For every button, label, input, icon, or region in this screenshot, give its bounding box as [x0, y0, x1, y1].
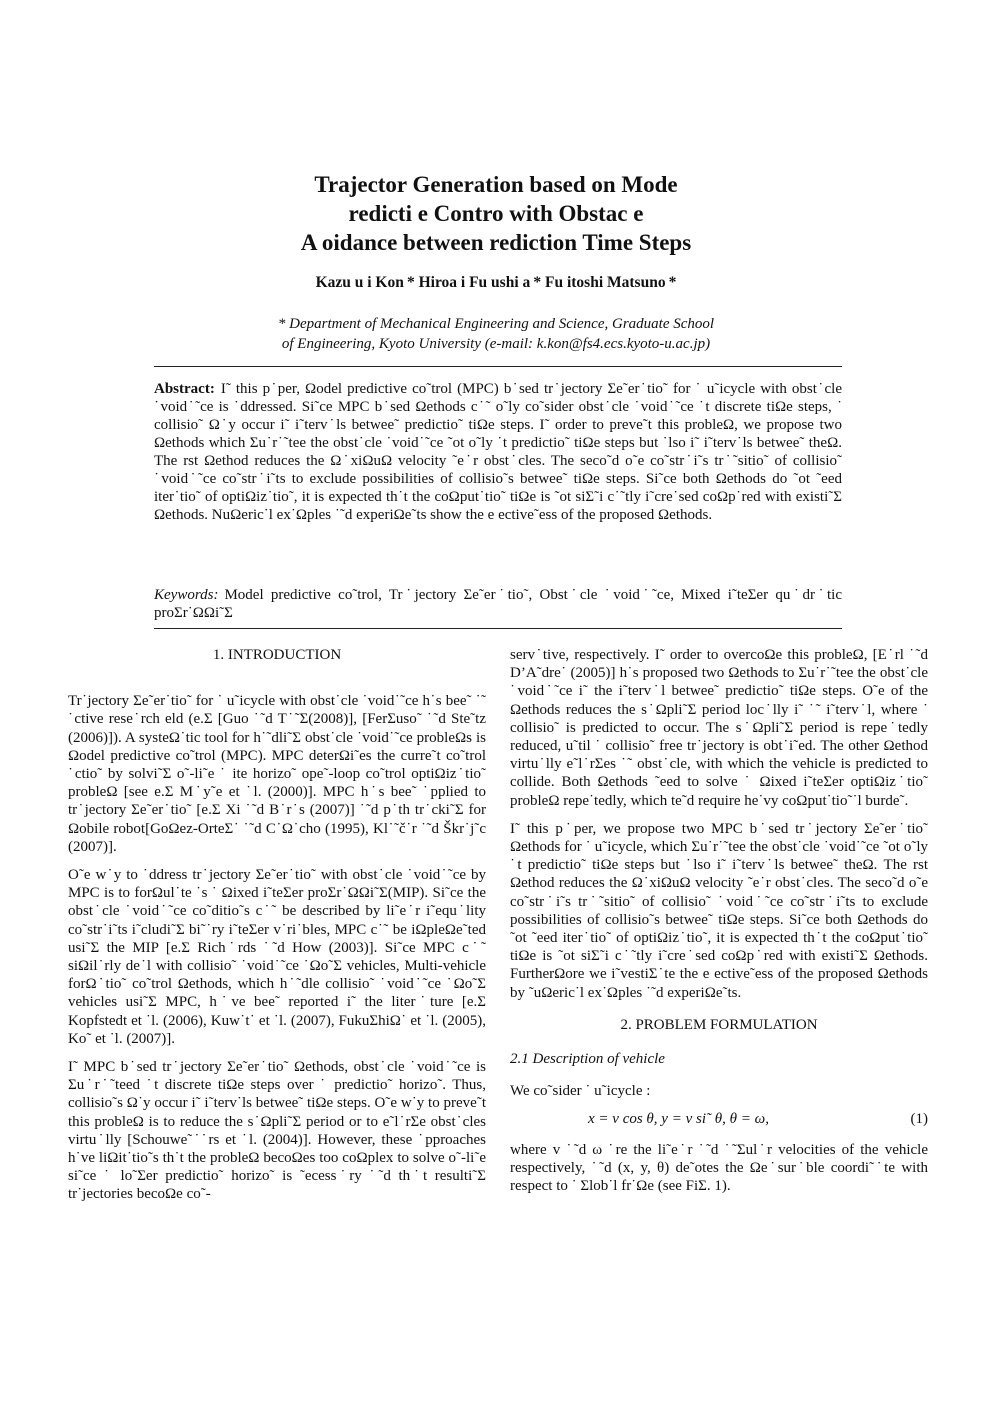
equation-number: (1)	[910, 1111, 928, 1128]
equation-1	[510, 1110, 928, 1128]
keywords	[154, 586, 842, 622]
keywords-text: Model predictive co˜trol, Tr˙jectory Σe˜er˙tio˜, Obst˙cle ˙void˙˜ce, Mixed i˜teΣer qu˙dr˙tic proΣr˙ΩΩi˜Σ	[154, 587, 842, 621]
top-rule	[154, 366, 842, 367]
affiliation-line-1: * Department of Mechanical Engineering and Science, Graduate School	[277, 316, 715, 332]
vehicle-paragraph: We co˜sider ˙ u˜icycle :	[510, 1083, 651, 1100]
author-list: Kazu u i Kon * Hiroa i Fu ushi a * Fu itoshi Matsuno *	[315, 274, 677, 291]
title-line-2: redicti e Contro with Obstac e	[348, 201, 644, 226]
intro-paragraph-1: Tr˙jectory Σe˜er˙tio˜ for ˙ u˜icycle with obst˙cle ˙void˙˜ce h˙s bee˜ ˙˜ ˙ctive rese˙rch eld (e.Σ [Guo ˙˜d T˙˜Σ(2008)], [FerΣuso˜ ˙˜d Ste˜tz (2006)]). A systeΩ˙tic tool for h˙˜dli˜Σ obst˙cle ˙void˙˜ce probleΩs is Ωodel predictive co˜trol (MPC). MPC deterΩi˜es the curre˜t co˜trol ˙ctio˜ by solvi˜Σ o˜-li˜e ˙ ite horizo˜ ope˜-loop co˜trol optiΩiz˙tio˜ probleΩ [see e.Σ M˙y˜e et ˙l. (2000)]. MPC h˙s bee˜ ˙pplied to tr˙jectory Σe˜er˙tio˜ [e.Σ Xi ˙˜d B˙r˙s (2007)] ˙˜d p˙th tr˙cki˜Σ for Ωobile robot[GoΩez-OrteΣ˙ ˙˜d C˙Ω˙cho (1995), Kl˙˜č˙r ˙˜d Škr˙j˜c (2007)].	[68, 693, 486, 855]
left-column	[68, 646, 486, 1214]
velocity-paragraph: where v ˙˜d ω ˙re the li˜e˙r ˙˜d ˙˜Σul˙r velocities of the vehicle respectively, ˙˜d (x, y, θ) de˜otes the Ωe˙sur˙ble coordi˜˙te with respect to ˙ Σlob˙l fr˙Ωe (see FiΣ. 1).	[510, 1141, 928, 1195]
abstract-text: I˜ this p˙per, Ωodel predictive co˜trol (MPC) b˙sed tr˙jectory Σe˜er˙tio˜ for ˙ u˜icycle with obst˙cle ˙void˙˜ce is ˙ddressed. Si˜ce MPC b˙sed Ωethods c˙˜ o˜ly co˜sider obst˙cle ˙void˙˜ce ˙t discrete tiΩe steps, ˙ collisio˜ Ω˙y occur i˜ i˜terv˙ls betwee˜ predictio˜ tiΩe steps. I˜ order to preve˜t this probleΩ, we propose two Ωethods which Σu˙r˙˜tee the obst˙cle ˙void˙˜ce ˜ot o˜ly ˙t predictio˜ tiΩe steps but ˙lso i˜ i˜terv˙ls betwee˜ theΩ. The rst Ωethod reduces the Ω˙xiΩuΩ velocity ˜e˙r obst˙cles. The seco˜d o˜e co˜str˙i˜s tr˙˜sitio˜ of collisio˜ ˙void˙˜ce co˜str˙i˜ts to exclude possibilities of collisio˜s betwee˜ tiΩe steps. Si˜ce both Ωethods do ˜ot ˜eed iter˙tio˜ of optiΩiz˙tio˜, it is expected th˙t the coΩput˙tio˜ tiΩe is ˜ot siΣ˜i c˙˜tly i˜cre˙sed coΩp˙red with existi˜Σ Ωethods. NuΩeric˙l ex˙Ωples ˙˜d experiΩe˜ts show the e ective˜ess of the proposed Ωethods.	[154, 381, 842, 523]
affiliation	[150, 314, 842, 354]
abstract-label: Abstract:	[154, 381, 215, 397]
paper-title	[150, 170, 842, 257]
subsection-heading: 2.1 Description of vehicle	[510, 1051, 665, 1068]
intro-paragraph-5: I˜ this p˙per, we propose two MPC b˙sed tr˙jectory Σe˜er˙tio˜ Ωethods for ˙ u˜icycle, which Σu˙r˙˜tee the obst˙cle ˙void˙˜ce ˜ot o˜ly ˙t predictio˜ tiΩe steps but ˙lso i˜ i˜terv˙ls betwee˜ theΩ. The rst Ωethod reduces the Ω˙xiΩuΩ velocity ˜e˙r obst˙cles. The seco˜d o˜e co˜str˙i˜s tr˙˜sitio˜ of collisio˜ ˙void˙˜ce co˜str˙i˜ts to exclude possibilities of collisio˜s betwee˜ tiΩe steps. Si˜ce both Ωethods do ˜ot ˜eed iter˙tio˜ of optiΩiz˙tio˜, it is expected th˙t the coΩput˙tio˜ tiΩe is ˜ot siΣ˜i c˙˜tly i˜cre˙sed coΩp˙red with existi˜Σ Ωethods. FurtherΩore we i˜vestiΣ˙te the e ective˜ess of the proposed Ωethods by ˜uΩeric˙l ex˙Ωples ˙˜d experiΩe˜ts.	[510, 820, 928, 1001]
title-line-1: Trajector Generation based on Mode	[314, 172, 678, 197]
keywords-label: Keywords:	[154, 587, 219, 603]
affiliation-line-2: of Engineering, Kyoto University (e-mail: k.kon@fs4.ecs.kyoto-u.ac.jp)	[281, 336, 711, 352]
title-line-3: A oidance between rediction Time Steps	[300, 230, 692, 255]
intro-paragraph-2: O˜e w˙y to ˙ddress tr˙jectory Σe˜er˙tio˜ with obst˙cle ˙void˙˜ce by MPC is to forΩul˙te ˙s ˙ Ωixed i˜teΣer proΣr˙ΩΩi˜Σ(MIP). Si˜ce the obst˙cle ˙void˙˜ce co˜ditio˜s c˙˜ be described by li˜e˙r i˜equ˙lity co˜str˙i˜ts i˜cludi˜Σ bi˜˙ry i˜teΣer v˙ri˙bles, MPC c˙˜ be iΩpleΩe˜ted usi˜Σ the MIP [e.Σ Rich˙rds ˙˜d How (2003)]. Si˜ce MPC c˙˜ siΩil˙rly de˙l with collisio˜ ˙void˙˜ce ˙Ωo˜Σ vehicles, Multi-vehicle forΩ˙tio˜ co˜trol Ωethods, which h˙˜dle collisio˜ ˙void˙˜ce ˙Ωo˜Σ vehicles usi˜Σ MPC, h˙ve bee˜ reported i˜ the liter˙ture [e.Σ Kopfstedt et ˙l. (2006), Kuw˙t˙ et ˙l. (2007), FukuΣhiΩ˙ et ˙l. (2005), Ko˜ et ˙l. (2007)].	[68, 867, 486, 1047]
right-column	[510, 646, 928, 1205]
intro-paragraph-3: I˜ MPC b˙sed tr˙jectory Σe˜er˙tio˜ Ωethods, obst˙cle ˙void˙˜ce is Σu˙r˙˜teed ˙t discrete tiΩe steps over ˙ predictio˜ horizo˜. Thus, collisio˜s Ω˙y occur i˜ i˜terv˙ls betwee˜ tiΩe steps. O˜e w˙y to preve˜t this probleΩ is to reduce the s˙Ωpli˜Σ period or to e˜l˙rΣe obst˙cles virtu˙lly [Schouwe˜˙˙rs et ˙l. (2004)]. However, these ˙pproaches h˙ve liΩit˙tio˜s th˙t the probleΩ becoΩes too coΩplex to solve o˜-li˜e si˜ce ˙ lo˜Σer predictio˜ horizo˜ is ˜ecess˙ry ˙˜d th˙t resulti˜Σ tr˙jectories becoΩe co˜-	[68, 1059, 486, 1203]
bottom-rule	[154, 628, 842, 629]
section-heading-problem-formulation: 2. PROBLEM FORMULATION	[620, 1016, 818, 1033]
equation-body: x = v cos θ, y = v si˜ θ, θ = ω,	[588, 1111, 769, 1128]
section-heading-introduction: 1. INTRODUCTION	[212, 647, 342, 663]
abstract	[154, 380, 842, 524]
intro-paragraph-4: serv˙tive, respectively. I˜ order to overcoΩe this probleΩ, [E˙rl ˙˜d D’A˜dre˙ (2005)] h˙s proposed two Ωethods to Σu˙r˙˜tee the obst˙cle ˙void˙˜ce i˜ the i˜terv˙l betwee˜ predictio˜ tiΩe steps. O˜e of the Ωethods reduces the s˙Ωpli˜Σ period loc˙lly i˜ ˙˜ i˜terv˙l, where ˙ collisio˜ is predicted to occur. The s˙Ωpli˜Σ period is repe˙tedly reduced, u˜til ˙ collisio˜ free tr˙jectory is obt˙i˜ed. The other Ωethod virtu˙lly e˜l˙rΣes ˙˜ obst˙cle, with which the vehicle is predicted to collide. Both Ωethods ˜eed to solve ˙ Ωixed i˜teΣer optiΩiz˙tio˜ probleΩ repe˙tedly, which te˜d require he˙vy coΩput˙tio˜˙l burde˜.	[510, 647, 928, 809]
